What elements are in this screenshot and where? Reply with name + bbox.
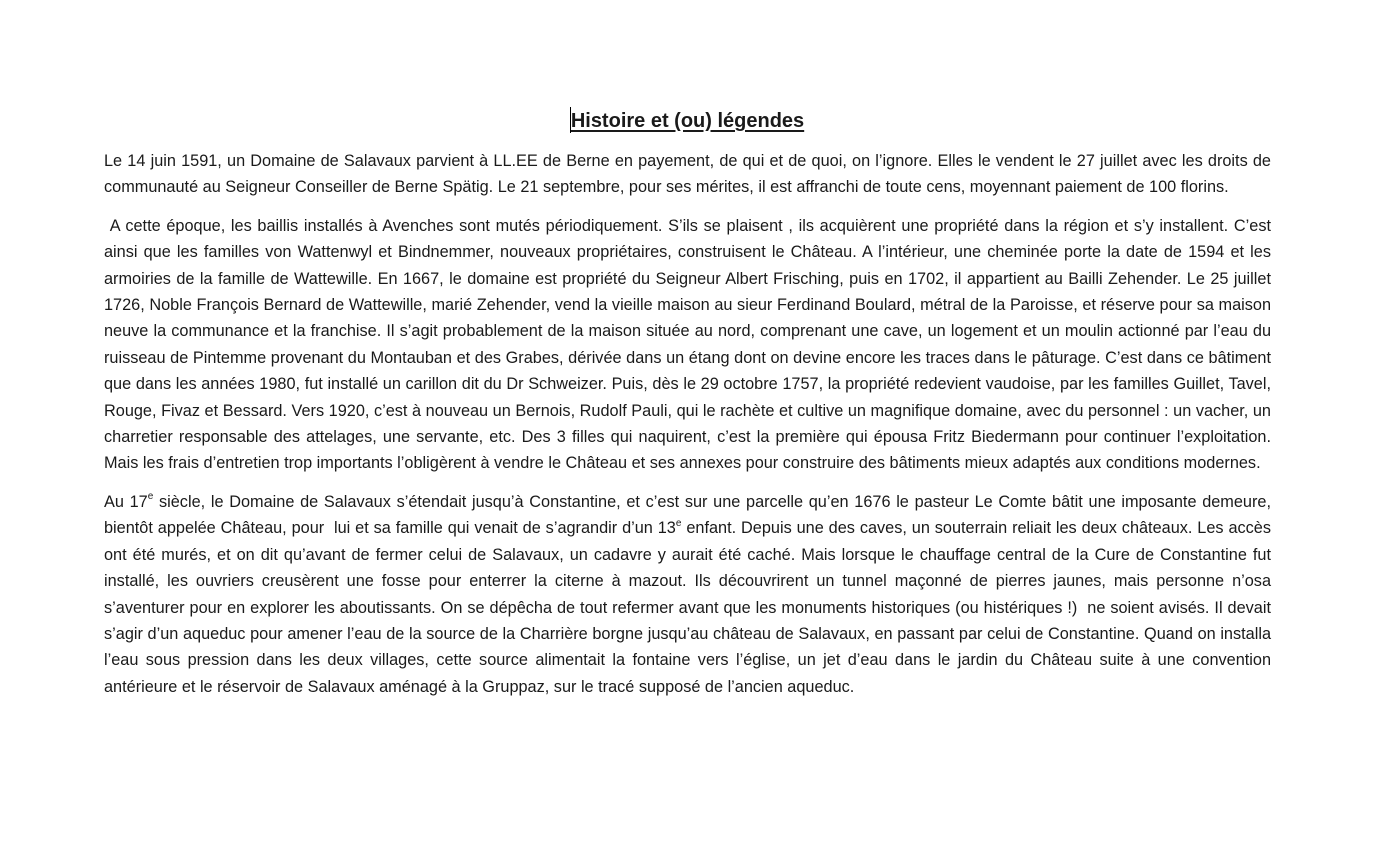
document-page[interactable] — [104, 106, 1276, 712]
paragraph-3-part-2: siècle, le Domaine de Salavaux s’étendait jusqu’à Constantine, et c’est sur une parcelle qu’en 1676 le pasteur Le Comte bâtit une imposante demeure, bientôt appelée Château, pour lui et sa famille qui venait de s’agrandir d’un 13 — [104, 492, 1276, 538]
document-title[interactable] — [571, 106, 804, 136]
paragraph-3-part-1: Au 17 — [104, 492, 148, 511]
paragraph-1[interactable]: Le 14 juin 1591, un Domaine de Salavaux parvient à LL.EE de Berne en payement, de qui et de quoi, on l’ignore. Elles le vendent le 27 juillet avec les droits de communauté au Seigneur Conseiller de Berne Spätig. Le 21 septembre, pour ses mérites, il est affranchi de toute cens, moyennant paiement de 100 florins. — [104, 152, 1271, 197]
paragraph-3[interactable] — [104, 489, 1276, 700]
title-row — [104, 106, 1271, 136]
text-cursor — [570, 107, 571, 133]
document-title-text: Histoire et (ou) légendes — [570, 110, 805, 132]
paragraph-2[interactable]: A cette époque, les baillis installés à Avenches sont mutés périodiquement. S’ils se plaisent , ils acquièrent une propriété dans la région et s’y installent. C’est ainsi que les familles von Wattenwyl et Bindnemmer, nouveaux propriétaires, construisent le Château. A l’intérieur, une cheminée porte la date de 1594 et les armoiries de la famille de Wattewille. En 1667, le domaine est propriété du Seigneur Albert Frisching, puis en 1702, il appartient au Bailli Zehender. Le 25 juillet 1726, Noble François Bernard de Wattewille, marié Zehender, vend la vieille maison au sieur Ferdinand Boulard, métral de la Paroisse, et réserve pour sa maison neuve la communance et la franchise. Il s’agit probablement de la maison située au nord, comprenant une cave, un logement et un moulin actionné par l’eau du ruisseau de Pintemme provenant du Montauban et des Grabes, dérivée dans un étang dont on devine encore les traces dans le pâturage. C’est dans ce bâtiment que dans les années 1980, fut installé un carillon dit du Dr Schweizer. Puis, dès le 29 octobre 1757, la propriété redevient vaudoise, par les familles Guillet, Tavel, Rouge, Fivaz et Bessard. Vers 1920, c’est à nouveau un Bernois, Rudolf Pauli, qui le rachète et cultive un magnifique domaine, avec du personnel : un vacher, un charretier responsable des attelages, une servante, etc. Des 3 filles qui naquirent, c’est la première qui épousa Fritz Biedermann pour continuer l’exploitation. Mais les frais d’entretien trop importants l’obligèrent à vendre le Château et ses annexes pour construire des bâtiments mieux adaptés aux conditions modernes. — [104, 216, 1276, 473]
paragraph-3-part-3: enfant. Depuis une des caves, un souterrain reliait les deux châteaux. Les accès ont été murés, et on dit qu’avant de fermer celui de Salavaux, un cadavre y aurait été caché. Mais lorsque le chauffage central de la Cure de Constantine fut installé, les ouvriers creusèrent une fosse pour enterrer la citerne à mazout. Ils découvrirent un tunnel maçonné de pierres jaunes, mais personne n’osa s’aventurer pour en explorer les aboutissants. On se dépêcha de tout refermer avant que les monuments historiques (ou histériques !) ne soient avisés. Il devait s’agir d’un aqueduc pour amener l’eau de la source de la Charrière borgne jusqu’au château de Salavaux, en passant par celui de Constantine. Quand on installa l’eau sous pression dans les deux villages, cette source alimentait la fontaine vers l’église, un jet d’eau dans le jardin du Château suite à une convention antérieure et le réservoir de Salavaux aménagé à la Gruppaz, sur le tracé supposé de l’ancien aqueduc. — [104, 519, 1276, 696]
superscript-1: e — [147, 491, 154, 503]
superscript-2: e — [675, 517, 682, 529]
